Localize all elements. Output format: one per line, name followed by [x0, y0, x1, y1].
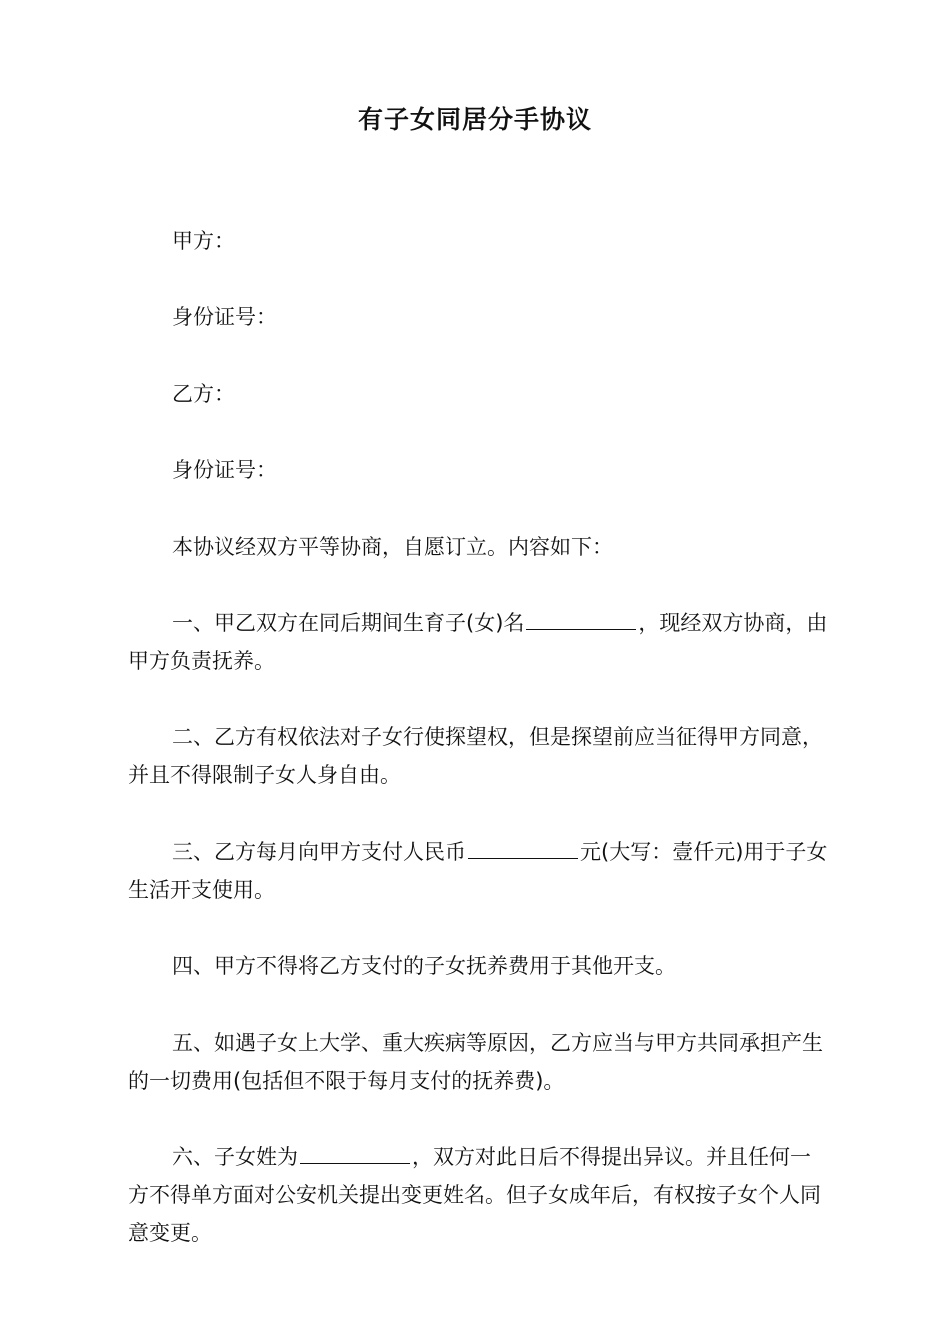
document-title: 有子女同居分手协议 — [357, 105, 592, 134]
child-name-blank — [526, 609, 636, 630]
clause-4 — [128, 947, 830, 985]
party-a-label: 甲方： — [172, 229, 235, 253]
clause-5-text: 五、如遇子女上大学、重大疾病等原因，乙方应当与甲方共同承担产生的一切费用(包括但不限于每月支付的抚养费)。 — [128, 1031, 823, 1093]
party-a-id-label: 身份证号： — [172, 305, 277, 329]
clause-5 — [128, 1024, 830, 1100]
clause-3 — [128, 833, 830, 909]
party-b-label: 乙方： — [172, 382, 235, 406]
intro-paragraph — [128, 528, 830, 566]
clause-1 — [128, 604, 830, 680]
clause-1-text-end: ，现经双方协商，由甲方负责抚养。 — [128, 611, 828, 673]
intro-text: 本协议经双方平等协商，自愿订立。内容如下： — [172, 535, 613, 559]
clause-3-text-start: 三、乙方每月向甲方支付人民币 — [172, 840, 466, 864]
party-b-id-label: 身份证号： — [172, 458, 277, 482]
clause-3-text-end: 元(大写：壹仟元)用于子女生活开支使用。 — [128, 840, 828, 902]
clause-2 — [128, 718, 830, 794]
surname-blank — [300, 1143, 410, 1164]
clause-1-text-start: 一、甲乙双方在同后期间生育子(女)名 — [172, 611, 525, 635]
clause-6-text-start: 六、子女姓为 — [172, 1145, 298, 1169]
clause-4-text: 四、甲方不得将乙方支付的子女抚养费用于其他开支。 — [172, 954, 676, 978]
clause-6-text-end: ，双方对此日后不得提出异议。并且任何一方不得单方面对公安机关提出变更姓名。但子女成年后，有权按子女个人同意变更。 — [128, 1145, 821, 1245]
clause-6 — [128, 1138, 830, 1252]
amount-blank — [468, 838, 578, 859]
clause-2-text: 二、乙方有权依法对子女行使探望权，但是探望前应当征得甲方同意，并且不得限制子女人身自由。 — [128, 725, 823, 787]
